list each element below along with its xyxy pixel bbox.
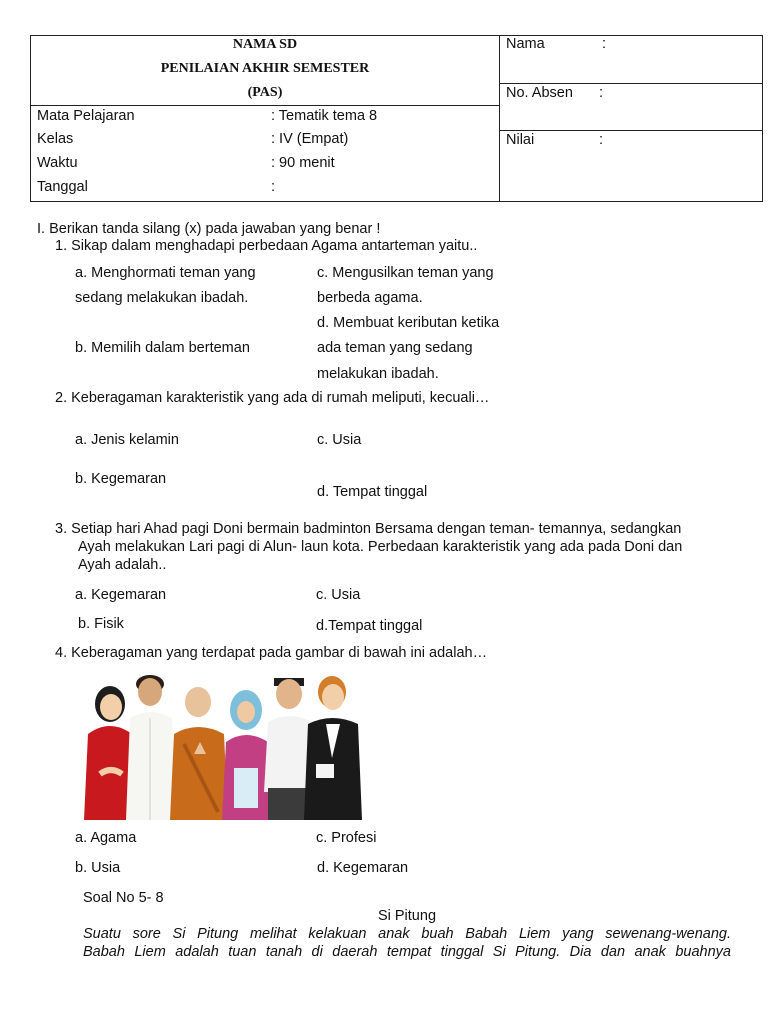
name-field[interactable]: : [602, 36, 607, 52]
school-name: NAMA SD [232, 37, 298, 52]
q4-option-a[interactable]: a. Agama [75, 830, 137, 846]
q1-option-d-cont2: melakukan ibadah. [317, 366, 439, 382]
name-label: Nama [506, 36, 545, 52]
subject-label: Mata Pelajaran [37, 108, 135, 124]
question-1: 1. Sikap dalam menghadapi perbedaan Agama antarteman yaitu.. [55, 238, 478, 254]
q4-option-b[interactable]: b. Usia [75, 860, 121, 876]
q4-option-d[interactable]: d. Kegemaran [317, 860, 409, 876]
q1-option-c-cont: berbeda agama. [317, 290, 423, 306]
exam-title: PENILAIAN AKHIR SEMESTER [160, 61, 370, 76]
question-3-line-2: Ayah melakukan Lari pagi di Alun- laun kota. Perbedaan karakteristik yang ada pada Doni dan [78, 539, 683, 555]
absen-field[interactable]: : [599, 85, 604, 101]
class-label: Kelas [37, 131, 74, 147]
section-heading: Soal No 5- 8 [83, 890, 164, 906]
q1-option-d-cont: ada teman yang sedang [317, 340, 473, 356]
question-2: 2. Keberagaman karakteristik yang ada di rumah meliputi, kecuali… [55, 390, 490, 406]
story-line-1: Suatu sore Si Pitung melihat kelakuan anak buah Babah Liem yang sewenang-wenang. [83, 926, 731, 942]
exam-abbreviation: (PAS) [247, 85, 283, 100]
score-label: Nilai [506, 132, 535, 148]
absen-label: No. Absen [506, 85, 573, 101]
instruction: I. Berikan tanda silang (x) pada jawaban yang benar ! [37, 221, 381, 237]
q1-option-a[interactable]: a. Menghormati teman yang [75, 265, 256, 281]
q3-option-b[interactable]: b. Fisik [78, 616, 124, 632]
q2-option-b[interactable]: b. Kegemaran [75, 471, 167, 487]
q3-option-d[interactable]: d.Tempat tinggal [316, 618, 423, 634]
q1-option-d[interactable]: d. Membuat keributan ketika [317, 315, 500, 331]
date-value: : [271, 179, 276, 195]
date-label: Tanggal [37, 179, 88, 195]
subject-value: : Tematik tema 8 [271, 108, 378, 124]
q1-option-b[interactable]: b. Memilih dalam berteman [75, 340, 250, 356]
question-3-line-3: Ayah adalah.. [78, 557, 167, 573]
time-label: Waktu [37, 155, 78, 171]
question-4: 4. Keberagaman yang terdapat pada gambar di bawah ini adalah… [55, 645, 488, 661]
q2-option-d[interactable]: d. Tempat tinggal [317, 484, 428, 500]
q2-option-a[interactable]: a. Jenis kelamin [75, 432, 179, 448]
story-title: Si Pitung [377, 908, 437, 924]
q4-option-c[interactable]: c. Profesi [316, 830, 377, 846]
q2-option-c[interactable]: c. Usia [317, 432, 362, 448]
story-line-2: Babah Liem adalah tuan tanah di daerah tempat tinggal Si Pitung. Dia dan anak buahnya [83, 944, 731, 960]
q3-option-a[interactable]: a. Kegemaran [75, 587, 167, 603]
q3-option-c[interactable]: c. Usia [316, 587, 361, 603]
time-value: : 90 menit [271, 155, 335, 171]
diverse-people-illustration [78, 662, 362, 820]
q1-option-a-cont: sedang melakukan ibadah. [75, 290, 249, 306]
q1-option-c[interactable]: c. Mengusilkan teman yang [317, 265, 494, 281]
class-value: : IV (Empat) [271, 131, 349, 147]
question-3: 3. Setiap hari Ahad pagi Doni bermain badminton Bersama dengan teman- temannya, sedangkan [55, 521, 682, 537]
score-field[interactable]: : [599, 132, 604, 148]
